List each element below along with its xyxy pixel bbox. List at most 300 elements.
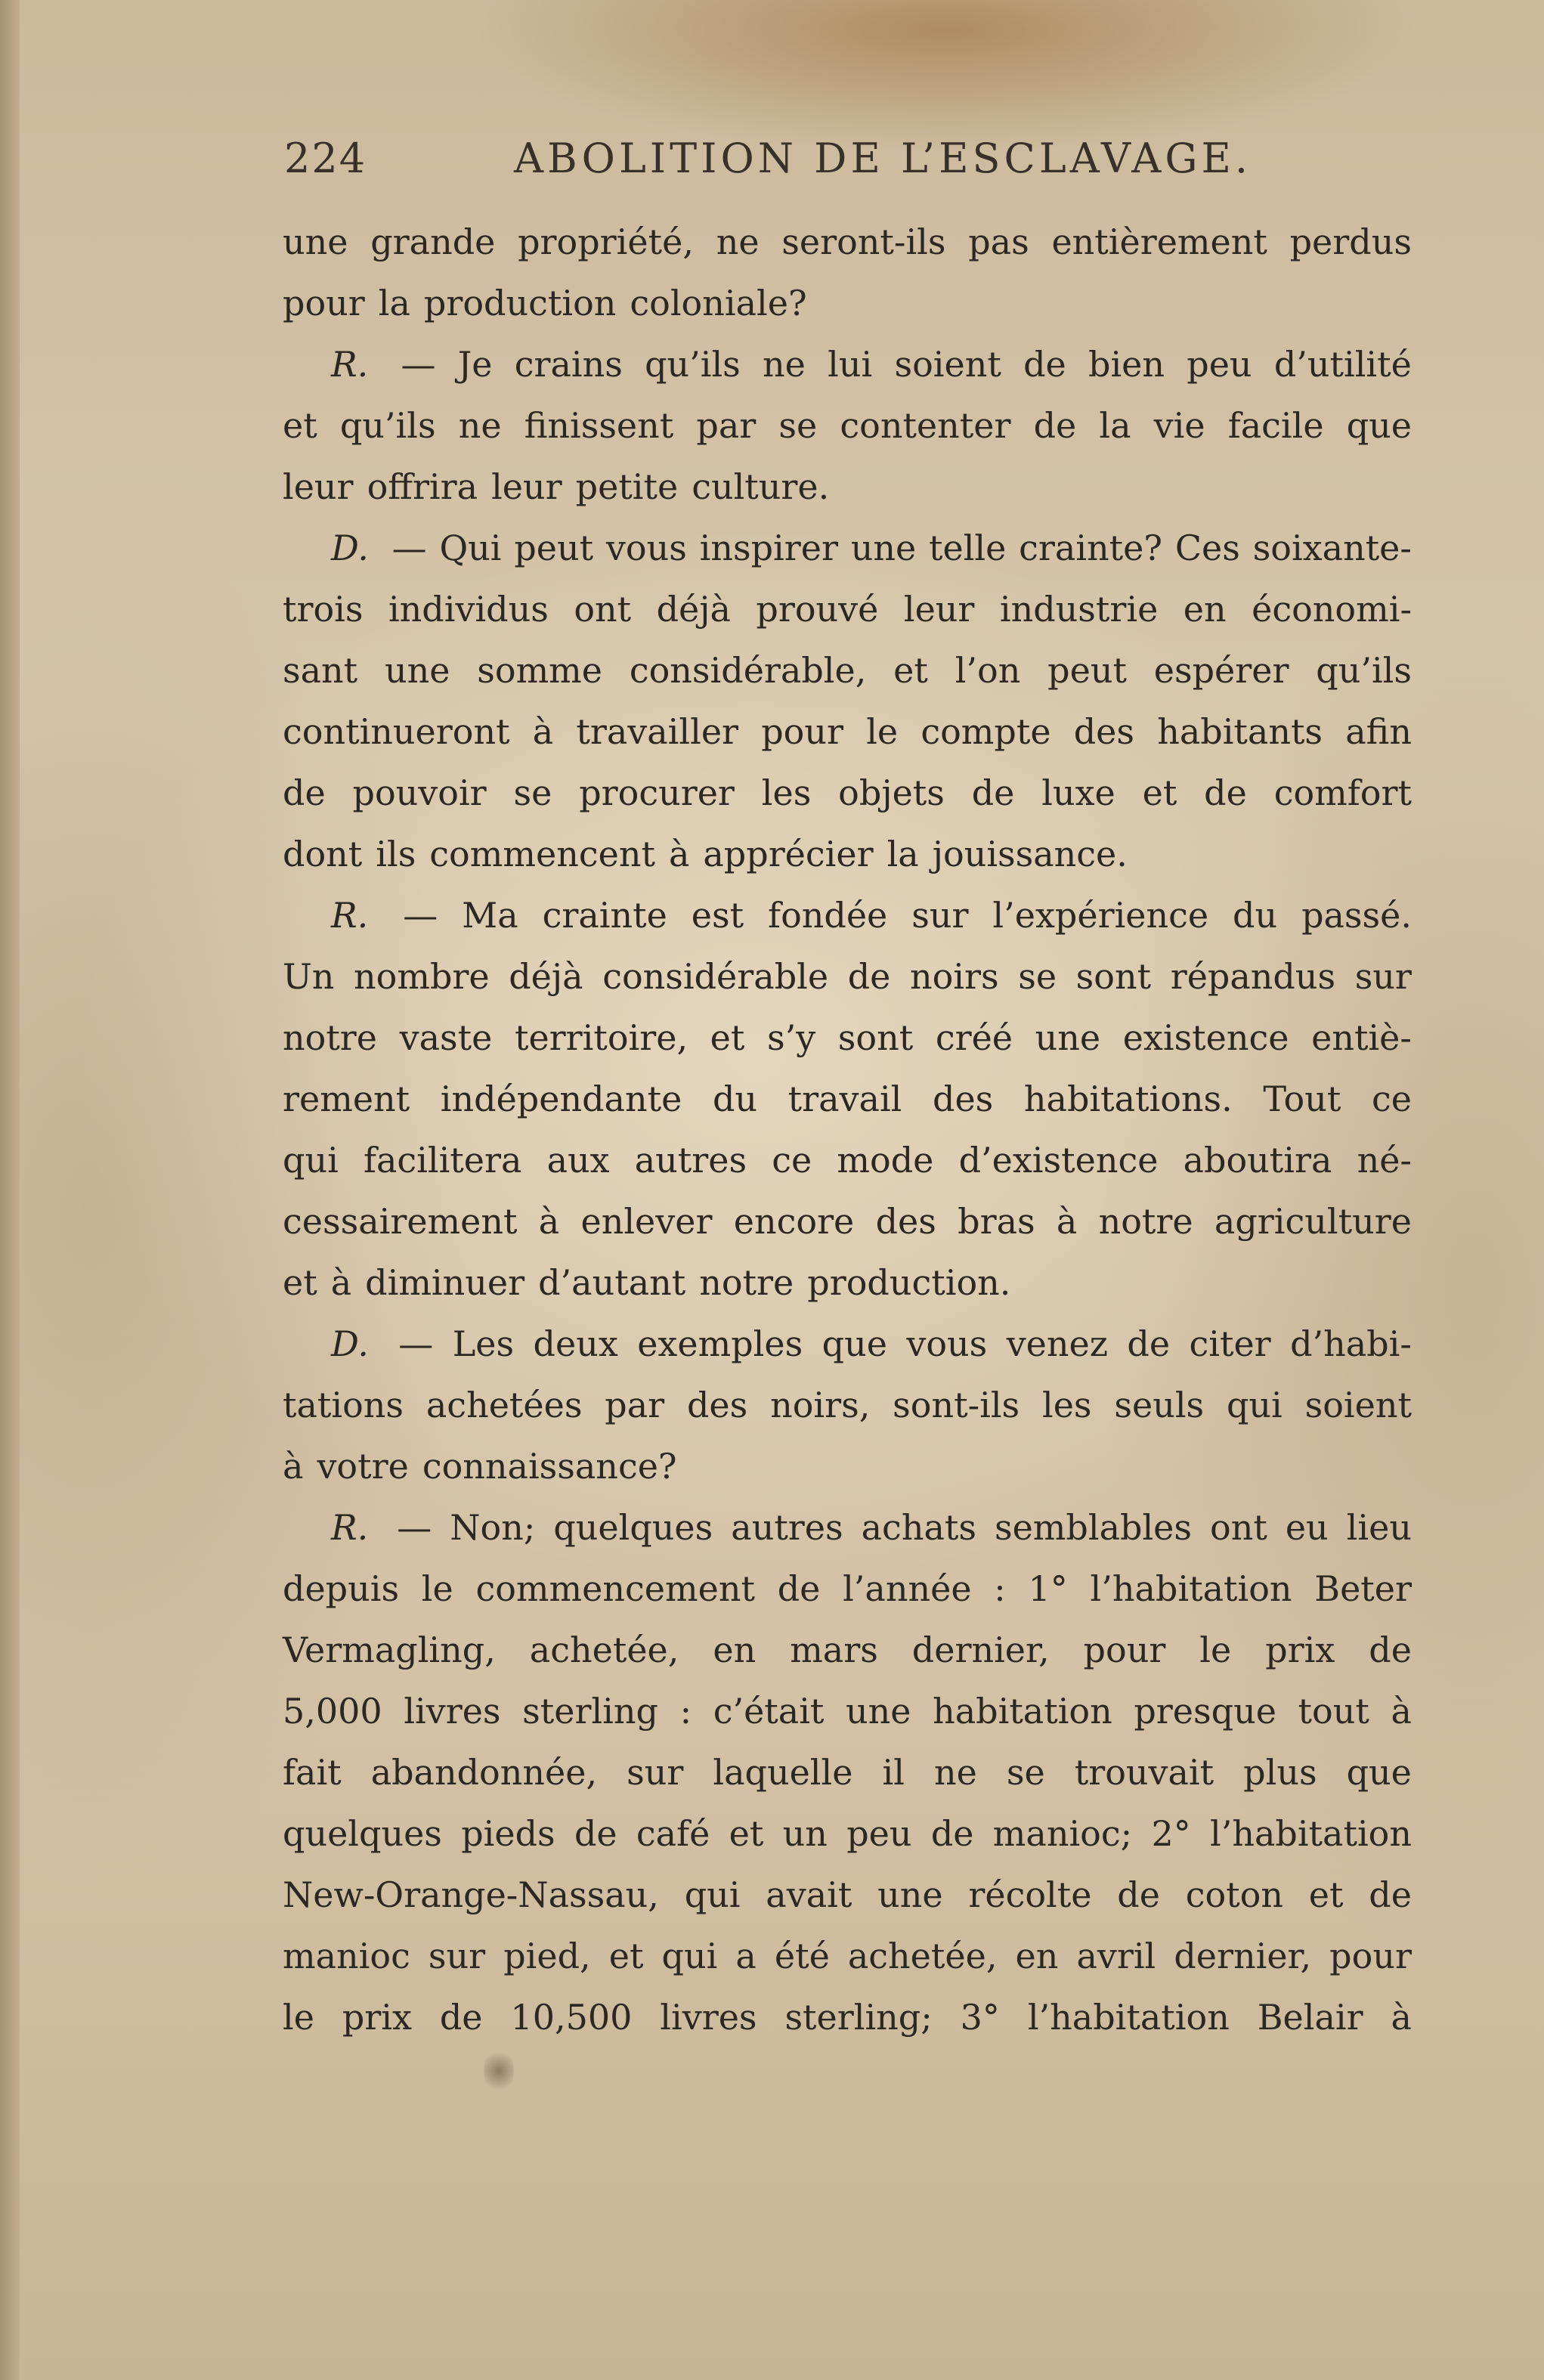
word: ont xyxy=(574,589,632,630)
word: Un xyxy=(283,956,335,997)
word: facile xyxy=(1227,405,1324,446)
word: prix xyxy=(1265,1629,1335,1670)
word: que xyxy=(1346,1752,1412,1793)
word: ils xyxy=(376,834,416,874)
word: vaste xyxy=(399,1017,493,1058)
text-line xyxy=(283,1558,1412,1620)
word: de xyxy=(971,772,1015,813)
word: rement xyxy=(283,1079,410,1119)
word: avril xyxy=(1076,1936,1156,1976)
word: et xyxy=(710,1017,745,1058)
word: petite xyxy=(575,466,679,507)
word: leur xyxy=(491,466,562,507)
word: vous xyxy=(605,528,687,568)
word: une xyxy=(283,221,348,262)
word: la xyxy=(886,834,919,874)
word: déjà xyxy=(509,956,583,997)
word: industrie xyxy=(999,589,1159,630)
word: le xyxy=(283,1997,314,2038)
word: autres xyxy=(731,1507,843,1548)
word: considérable, xyxy=(629,650,867,691)
word: des xyxy=(1073,711,1135,752)
text-line xyxy=(283,763,1412,824)
word: achetée, xyxy=(847,1936,998,1976)
word: bien xyxy=(1088,344,1165,385)
word: ne xyxy=(933,1752,977,1793)
word: cessairement xyxy=(283,1201,518,1242)
word: de xyxy=(847,956,891,997)
word: et xyxy=(1142,772,1177,813)
word: dont xyxy=(283,834,363,874)
word: l’habitation xyxy=(1210,1813,1412,1854)
word: diminuer xyxy=(365,1262,525,1303)
word: pour xyxy=(1329,1936,1412,1976)
word: peu xyxy=(846,1813,912,1854)
word: entiè- xyxy=(1311,1017,1412,1058)
word: des xyxy=(875,1201,936,1242)
word: à xyxy=(1391,1691,1412,1732)
word: qui xyxy=(661,1936,718,1976)
word: vous xyxy=(906,1323,988,1364)
word: d’existence xyxy=(958,1140,1159,1181)
word: presque xyxy=(1134,1691,1276,1732)
word: existence xyxy=(1122,1017,1289,1058)
word: achats xyxy=(861,1507,976,1548)
word: coton xyxy=(1185,1874,1283,1915)
word: — xyxy=(397,1507,432,1548)
word: quelques xyxy=(553,1507,713,1548)
word: pas xyxy=(968,221,1029,262)
word: telle xyxy=(929,528,1007,568)
word: l’on xyxy=(955,650,1021,691)
word: tout xyxy=(1298,1691,1369,1732)
word: du xyxy=(712,1079,758,1119)
speaker-label: D. xyxy=(331,1323,369,1364)
word: créé xyxy=(935,1017,1013,1058)
word: plus xyxy=(1243,1752,1317,1793)
text-line xyxy=(283,1803,1412,1865)
word: les xyxy=(1042,1385,1092,1425)
word: apprécier xyxy=(703,834,874,874)
word: ne xyxy=(458,405,502,446)
word: exemples xyxy=(637,1323,803,1364)
word: vie xyxy=(1153,405,1205,446)
word: ne xyxy=(716,221,760,262)
word: travail xyxy=(787,1079,902,1119)
word: peut xyxy=(514,528,594,568)
word: encore xyxy=(733,1201,855,1242)
word: une xyxy=(850,528,917,568)
word: fait xyxy=(283,1752,342,1793)
word: la xyxy=(1099,405,1131,446)
word: mars xyxy=(790,1629,878,1670)
word: avait xyxy=(766,1874,852,1915)
text-line xyxy=(283,457,1412,518)
word: notre xyxy=(699,1262,794,1303)
word: peu xyxy=(1187,344,1252,385)
word: 3° xyxy=(960,1997,1000,2038)
word: finissent xyxy=(524,405,674,446)
word: — xyxy=(391,528,427,568)
word: crainte xyxy=(542,895,667,936)
text-line xyxy=(283,518,1412,579)
word: des xyxy=(686,1385,748,1425)
word: et xyxy=(893,650,928,691)
word: que xyxy=(1346,405,1412,446)
word: sur xyxy=(1354,956,1412,997)
word: Beter xyxy=(1314,1568,1412,1609)
word: comfort xyxy=(1273,772,1412,813)
word: crainte? xyxy=(1019,528,1163,568)
word: Qui xyxy=(439,528,502,568)
word: sont xyxy=(837,1017,914,1058)
speaker-label: R. xyxy=(331,344,369,385)
word: inspirer xyxy=(699,528,838,568)
word: contenter xyxy=(840,405,1011,446)
word: individus xyxy=(388,589,549,630)
text-line xyxy=(283,701,1412,763)
text-line xyxy=(283,334,1412,395)
word: objets xyxy=(838,772,945,813)
word: pour xyxy=(1083,1629,1166,1670)
body-text xyxy=(283,212,1412,2048)
word: un xyxy=(782,1813,828,1854)
word: production xyxy=(423,283,617,323)
word: entièrement xyxy=(1051,221,1267,262)
running-title: ABOLITION DE L’ESCLAVAGE. xyxy=(514,135,1252,182)
word: Vermagling, xyxy=(283,1629,496,1670)
word: pour xyxy=(761,711,843,752)
word: du xyxy=(1233,895,1278,936)
word: et xyxy=(729,1813,764,1854)
word: qui xyxy=(283,1140,339,1181)
word: récolte xyxy=(968,1874,1092,1915)
word: manioc xyxy=(283,1936,410,1976)
word: à xyxy=(668,834,690,874)
word: Belair xyxy=(1257,1997,1363,2038)
word: manioc; xyxy=(992,1813,1133,1854)
word: nombre xyxy=(354,956,490,997)
word: 1° xyxy=(1028,1568,1068,1609)
word: qu’ils xyxy=(339,405,436,446)
word: une xyxy=(1035,1017,1101,1058)
word: leur xyxy=(903,589,975,630)
word: votre xyxy=(317,1446,409,1487)
word: luxe xyxy=(1041,772,1115,813)
word: culture. xyxy=(692,466,830,507)
word: à xyxy=(283,1446,304,1487)
word: des xyxy=(933,1079,994,1119)
word: territoire, xyxy=(514,1017,688,1058)
word: considérable xyxy=(602,956,829,997)
word: bras xyxy=(958,1201,1035,1242)
word: — xyxy=(403,895,438,936)
text-line xyxy=(283,1987,1412,2048)
text-line xyxy=(283,1926,1412,1987)
word: de xyxy=(777,1568,821,1609)
word: New-Orange-Nassau, xyxy=(283,1874,659,1915)
word: est xyxy=(691,895,744,936)
word: que xyxy=(822,1323,887,1364)
word: prouvé xyxy=(756,589,879,630)
word: habitants xyxy=(1157,711,1323,752)
word: mode xyxy=(837,1140,934,1181)
word: café xyxy=(636,1813,710,1854)
word: de xyxy=(574,1813,617,1854)
word: production. xyxy=(807,1262,1011,1303)
word: propriété, xyxy=(518,221,694,262)
text-line xyxy=(283,273,1412,334)
word: pieds xyxy=(461,1813,555,1854)
word: — xyxy=(398,1323,434,1364)
word: notre xyxy=(283,1017,378,1058)
word: pied, xyxy=(503,1936,591,1976)
word: soixante- xyxy=(1252,528,1412,568)
text-line xyxy=(283,395,1412,457)
word: facilitera xyxy=(363,1140,522,1181)
word: 10,500 xyxy=(510,1997,633,2038)
word: répandus xyxy=(1170,956,1336,997)
word: depuis xyxy=(283,1568,400,1609)
word: de xyxy=(1023,344,1066,385)
page-header xyxy=(284,135,1410,195)
word: trois xyxy=(283,589,364,630)
word: achetée, xyxy=(529,1629,679,1670)
word: espérer xyxy=(1153,650,1289,691)
word: de xyxy=(1127,1323,1171,1364)
word: indépendante xyxy=(440,1079,682,1119)
word: l’habitation xyxy=(1027,1997,1230,2038)
word: Ces xyxy=(1174,528,1240,568)
word: le xyxy=(1199,1629,1232,1670)
word: de xyxy=(1369,1629,1412,1670)
word: soient xyxy=(1304,1385,1412,1425)
word: les xyxy=(761,772,812,813)
word: achetées xyxy=(425,1385,583,1425)
word: qu’ils xyxy=(645,344,741,385)
word: s’y xyxy=(766,1017,816,1058)
word: de xyxy=(1369,1874,1412,1915)
word: fondée xyxy=(768,895,888,936)
word: ont xyxy=(1210,1507,1267,1548)
word: semblables xyxy=(994,1507,1192,1548)
word: à xyxy=(532,711,554,752)
word: par xyxy=(605,1385,665,1425)
word: et xyxy=(608,1936,644,1976)
word: se xyxy=(1006,1752,1045,1793)
ink-stain xyxy=(484,2048,514,2094)
text-line xyxy=(283,1620,1412,1681)
text-line xyxy=(283,1252,1412,1314)
word: d’utilité xyxy=(1273,344,1412,385)
text-line xyxy=(283,824,1412,885)
word: sont xyxy=(1075,956,1152,997)
page-number: 224 xyxy=(284,135,367,182)
word: de xyxy=(930,1813,974,1854)
word: procurer xyxy=(579,772,735,813)
word: : xyxy=(994,1568,1006,1609)
word: noirs xyxy=(909,956,999,997)
word: ce xyxy=(772,1140,812,1181)
word: une xyxy=(384,650,450,691)
word: qu’ils xyxy=(1316,650,1412,691)
word: laquelle xyxy=(713,1752,853,1793)
word: peut xyxy=(1047,650,1127,691)
word: en xyxy=(1183,589,1227,630)
word: l’année xyxy=(843,1568,972,1609)
word: pouvoir xyxy=(352,772,487,813)
word: se xyxy=(778,405,818,446)
word: été xyxy=(774,1936,830,1976)
word: lui xyxy=(828,344,873,385)
text-line xyxy=(283,1130,1412,1191)
word: compte xyxy=(921,711,1051,752)
word: il xyxy=(882,1752,905,1793)
text-line xyxy=(283,1865,1412,1926)
word: commencent xyxy=(429,834,655,874)
word: quelques xyxy=(283,1813,442,1854)
word: sterling; xyxy=(784,1997,933,2038)
word: commencement xyxy=(475,1568,755,1609)
word: c’était xyxy=(713,1691,825,1732)
word: livres xyxy=(660,1997,757,2038)
word: sur xyxy=(911,895,969,936)
word: par xyxy=(696,405,757,446)
word: ce xyxy=(1371,1079,1412,1119)
word: d’habi- xyxy=(1290,1323,1412,1364)
text-line xyxy=(283,579,1412,640)
word: pour xyxy=(283,283,365,323)
word: citer xyxy=(1189,1323,1271,1364)
text-line xyxy=(283,1375,1412,1436)
word: a xyxy=(735,1936,757,1976)
word: notre xyxy=(1098,1201,1193,1242)
word: à xyxy=(1391,1997,1412,2038)
word: 5,000 xyxy=(283,1691,382,1732)
word: crains xyxy=(514,344,623,385)
word: abandonnée, xyxy=(370,1752,598,1793)
word: seuls xyxy=(1114,1385,1205,1425)
word: Les xyxy=(452,1323,515,1364)
word: somme xyxy=(477,650,603,691)
text-line xyxy=(283,1069,1412,1130)
word: la xyxy=(378,283,410,323)
word: habitations. xyxy=(1023,1079,1233,1119)
word: dernier, xyxy=(1174,1936,1312,1976)
word: seront-ils xyxy=(781,221,946,262)
word: l’expérience xyxy=(992,895,1209,936)
word: Tout xyxy=(1263,1079,1341,1119)
word: et xyxy=(283,405,317,446)
speaker-label: D. xyxy=(331,528,369,568)
word: ne xyxy=(763,344,806,385)
word: prix xyxy=(342,1997,412,2038)
word: leur xyxy=(283,466,354,507)
word: grande xyxy=(370,221,496,262)
word: et xyxy=(1308,1874,1344,1915)
word: connaissance? xyxy=(422,1446,677,1487)
text-line xyxy=(283,1436,1412,1497)
word: tations xyxy=(283,1385,404,1425)
word: de xyxy=(1033,405,1077,446)
word: passé. xyxy=(1301,895,1412,936)
word: jouissance. xyxy=(932,834,1128,874)
word: de xyxy=(1117,1874,1160,1915)
word: livres xyxy=(404,1691,501,1732)
word: eu xyxy=(1285,1507,1329,1548)
word: noirs, xyxy=(770,1385,871,1425)
word: qui xyxy=(684,1874,741,1915)
word: travailler xyxy=(576,711,739,752)
text-line xyxy=(283,640,1412,701)
word: économi- xyxy=(1252,589,1412,630)
word: habitation xyxy=(933,1691,1112,1732)
word: : xyxy=(679,1691,692,1732)
word: afin xyxy=(1345,711,1412,752)
word: sur xyxy=(627,1752,684,1793)
text-line xyxy=(283,1191,1412,1252)
speaker-label: R. xyxy=(331,1507,369,1548)
word: l’habitation xyxy=(1090,1568,1292,1609)
word: qui xyxy=(1226,1385,1283,1425)
word: coloniale? xyxy=(630,283,807,323)
text-line xyxy=(283,1497,1412,1558)
word: de xyxy=(283,772,326,813)
word: Ma xyxy=(462,895,518,936)
word: trouvait xyxy=(1074,1752,1214,1793)
word: en xyxy=(713,1629,757,1670)
word: deux xyxy=(533,1323,618,1364)
word: de xyxy=(1204,772,1247,813)
word: dernier, xyxy=(911,1629,1050,1670)
text-line xyxy=(283,1314,1412,1375)
page-binding-edge xyxy=(0,0,20,2380)
word: soient xyxy=(894,344,1001,385)
word: 2° xyxy=(1151,1813,1191,1854)
word: à xyxy=(538,1201,560,1242)
word: continueront xyxy=(283,711,510,752)
word: — xyxy=(401,344,436,385)
text-line xyxy=(283,1681,1412,1742)
word: agriculture xyxy=(1214,1201,1412,1242)
word: sont-ils xyxy=(893,1385,1020,1425)
word: autres xyxy=(634,1140,747,1181)
word: d’autant xyxy=(538,1262,686,1303)
word: une xyxy=(877,1874,943,1915)
text-line xyxy=(283,1742,1412,1803)
word: se xyxy=(1018,956,1057,997)
word: offrira xyxy=(367,466,478,507)
text-line xyxy=(283,1007,1412,1069)
word: déjà xyxy=(656,589,731,630)
word: aboutira xyxy=(1183,1140,1332,1181)
word: le xyxy=(421,1568,453,1609)
word: sterling xyxy=(522,1691,658,1732)
word: sant xyxy=(283,650,358,691)
word: de xyxy=(439,1997,483,2038)
word: né- xyxy=(1357,1140,1412,1181)
word: à xyxy=(1056,1201,1078,1242)
speaker-label: R. xyxy=(331,895,369,936)
word: une xyxy=(846,1691,911,1732)
word: Je xyxy=(457,344,493,385)
word: perdus xyxy=(1289,221,1412,262)
word: se xyxy=(513,772,552,813)
word: et xyxy=(283,1262,317,1303)
text-line xyxy=(283,212,1412,273)
word: venez xyxy=(1006,1323,1108,1364)
word: sur xyxy=(428,1936,486,1976)
